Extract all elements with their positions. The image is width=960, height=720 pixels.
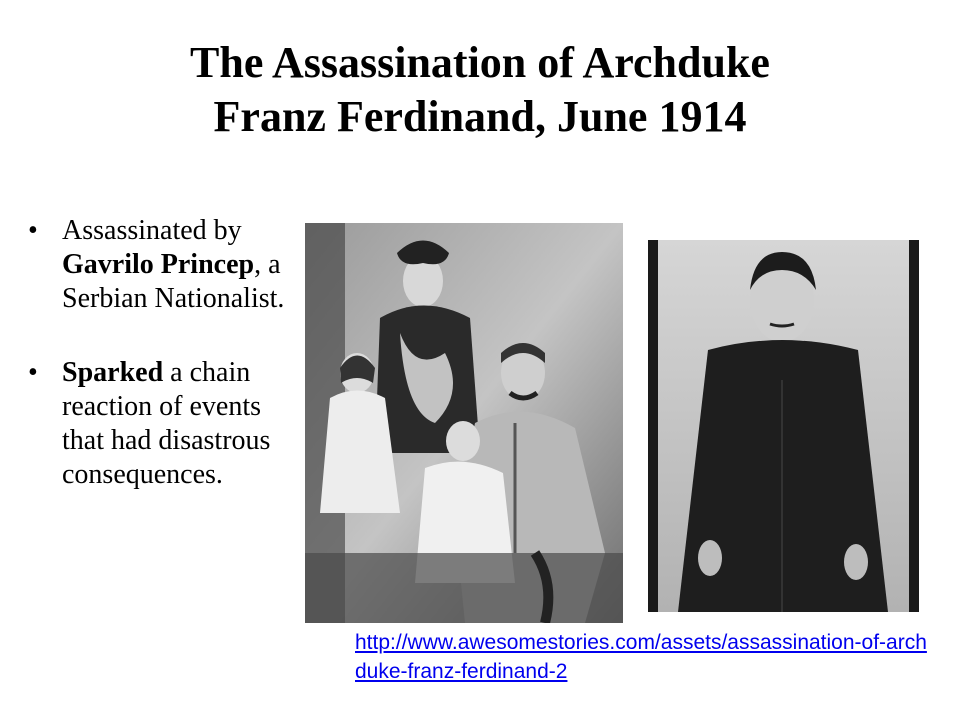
bullet-text-after: a chain reaction of events that had disastrous consequences.	[62, 357, 271, 490]
family-portrait-illustration	[305, 223, 623, 623]
bullet-marker: •	[28, 357, 38, 388]
bullet-text-before: Assassinated by	[62, 215, 242, 246]
bullet-item-chain-reaction	[28, 356, 303, 492]
bullet-marker: •	[28, 215, 38, 246]
family-portrait-photo	[305, 223, 623, 623]
bullet-item-assassin	[28, 214, 303, 316]
bullet-text-after: , a Serbian Nationalist.	[62, 249, 285, 314]
bullet-list	[28, 214, 303, 492]
princip-portrait-illustration	[648, 240, 919, 612]
image-source-link[interactable]: http://www.awesomestories.com/assets/assassination-of-archduke-franz-ferdinand-2	[355, 631, 927, 683]
bullet-text-bold: Sparked	[62, 357, 164, 388]
princip-portrait-photo	[648, 240, 919, 612]
slide-title	[40, 36, 920, 144]
bullet-text-bold: Gavrilo Princep	[62, 249, 255, 280]
title-line-1: The Assassination of Archduke	[190, 38, 770, 87]
title-line-2: Franz Ferdinand, June 1914	[213, 92, 747, 141]
